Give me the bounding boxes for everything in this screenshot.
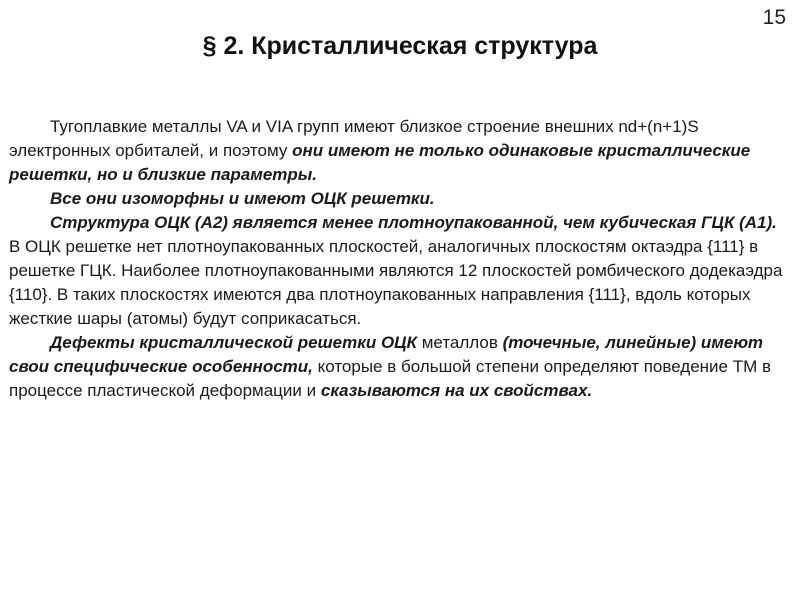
- paragraph-defects: [9, 331, 791, 403]
- text-run: В ОЦК решетке нет плотноупакованных плоскостей, аналогичных плоскостям октаэдра {111} в решетке ГЦК. Наиболее плотноупакованными являются 12 плоскостей ромбического додекаэдра {110}. В таких плоскостях имеются два плотноупакованных направления {111}, вдоль которых жесткие шары (атомы) будут соприкасаться.: [9, 237, 783, 328]
- emphasis-run: Структура ОЦК (А2) является менее плотноупакованной, чем кубическая ГЦК (А1).: [50, 213, 777, 232]
- emphasis-run: Все они изоморфны и имеют ОЦК решетки.: [50, 189, 435, 208]
- emphasis-run: сказываются на их свойствах.: [320, 381, 593, 400]
- page-number: 15: [762, 6, 786, 29]
- emphasis-run: (точечные, линейные) имеют свои специфические особенности,: [9, 333, 763, 376]
- body-text: [9, 115, 791, 403]
- slide-title: § 2. Кристаллическая структура: [202, 32, 598, 60]
- text-run: металлов: [417, 333, 503, 352]
- text-run: Тугоплавкие металлы VA и VIA групп имеют близкое строение внешних nd+(n+1)S электронных орбиталей, и поэтому: [9, 117, 699, 160]
- emphasis-run: Дефекты кристаллической решетки ОЦК: [50, 333, 418, 352]
- paragraph-bcc-structure: [9, 211, 791, 331]
- paragraph-intro: [9, 115, 791, 187]
- text-run: которые в большой степени определяют поведение ТМ в процессе пластической деформации и: [9, 357, 772, 400]
- emphasis-run: они имеют не только одинаковые кристаллические решетки, но и близкие параметры.: [9, 141, 751, 184]
- paragraph-isomorphism: [9, 187, 791, 211]
